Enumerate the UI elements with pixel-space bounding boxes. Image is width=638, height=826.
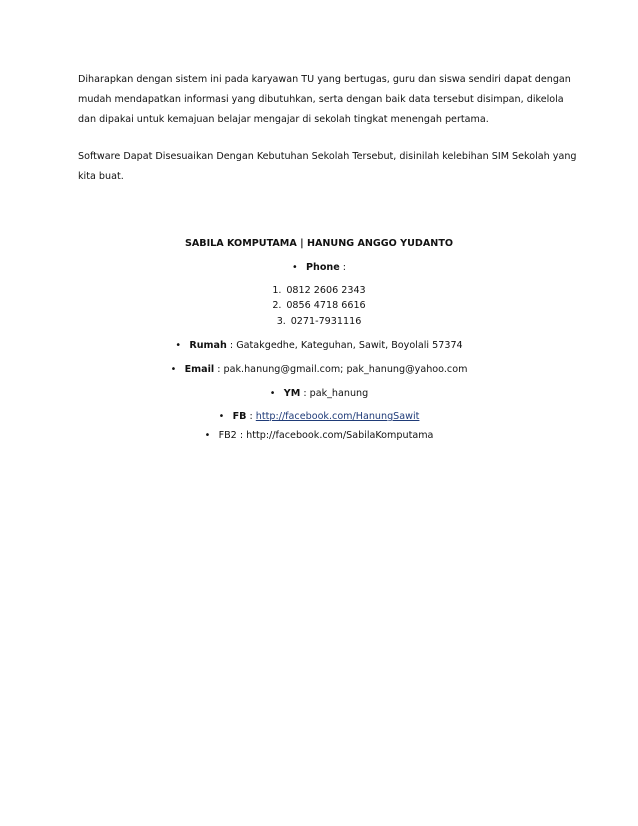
email-separator: : [214, 364, 224, 375]
fb2-separator: : [236, 430, 247, 441]
ym-label: YM [283, 388, 301, 399]
fb2-item [0, 428, 638, 444]
fb2-label: FB2 [218, 430, 237, 441]
bullet-icon: • [204, 430, 211, 441]
paragraph-line: mudah mendapatkan informasi yang dibutuhkan, serta dengan baik data tersebut disimpan, dikelola [78, 94, 564, 105]
rumah-label: Rumah [189, 340, 227, 351]
list-number: 3. [276, 316, 286, 327]
fb-link[interactable]: http://facebook.com/HanungSawit [255, 411, 420, 422]
bullet-icon: • [269, 388, 276, 399]
phone-item [0, 260, 638, 276]
rumah-separator: : [226, 340, 237, 351]
paragraph-line: Diharapkan dengan sistem ini pada karyawan TU yang bertugas, guru dan siswa sendiri dapat dengan [78, 74, 571, 85]
intro-paragraph [78, 70, 571, 130]
phone-number-3 [0, 314, 638, 330]
email-item [0, 362, 638, 378]
ym-item [0, 386, 638, 402]
list-number: 1. [272, 285, 282, 296]
rumah-item [0, 338, 638, 354]
contact-heading: SABILA KOMPUTAMA | HANUNG ANGGO YUDANTO [184, 238, 454, 249]
phone-number-value: 0856 4718 6616 [286, 300, 366, 311]
ym-value: pak_hanung [309, 388, 369, 399]
fb-label: FB [232, 411, 247, 422]
fb2-value: http://facebook.com/SabilaKomputama [246, 430, 434, 441]
paragraph-line: Software Dapat Disesuaikan Dengan Kebutuhan Sekolah Tersebut, disinilah kelebihan SIM Sekolah yang [78, 151, 577, 162]
paragraph-line: kita buat. [78, 171, 124, 182]
email-label: Email [184, 364, 215, 375]
fb-separator: : [246, 411, 256, 422]
phone-number-value: 0271-7931116 [290, 316, 362, 327]
bullet-icon: • [291, 262, 298, 273]
phone-number-1 [0, 283, 638, 299]
phone-label: Phone [305, 262, 340, 273]
software-paragraph [78, 147, 577, 187]
phone-number-2 [0, 298, 638, 314]
bullet-icon: • [218, 411, 225, 422]
ym-separator: : [300, 388, 310, 399]
phone-separator: : [339, 262, 347, 273]
paragraph-line: dan dipakai untuk kemajuan belajar mengajar di sekolah tingkat menengah pertama. [78, 114, 489, 125]
list-number: 2. [272, 300, 282, 311]
bullet-icon: • [175, 340, 182, 351]
phone-number-value: 0812 2606 2343 [286, 285, 366, 296]
rumah-address: Gatakgedhe, Kateguhan, Sawit, Boyolali 57374 [236, 340, 463, 351]
email-value: pak.hanung@gmail.com; pak_hanung@yahoo.com [223, 364, 468, 375]
fb-item [0, 409, 638, 425]
bullet-icon: • [170, 364, 177, 375]
